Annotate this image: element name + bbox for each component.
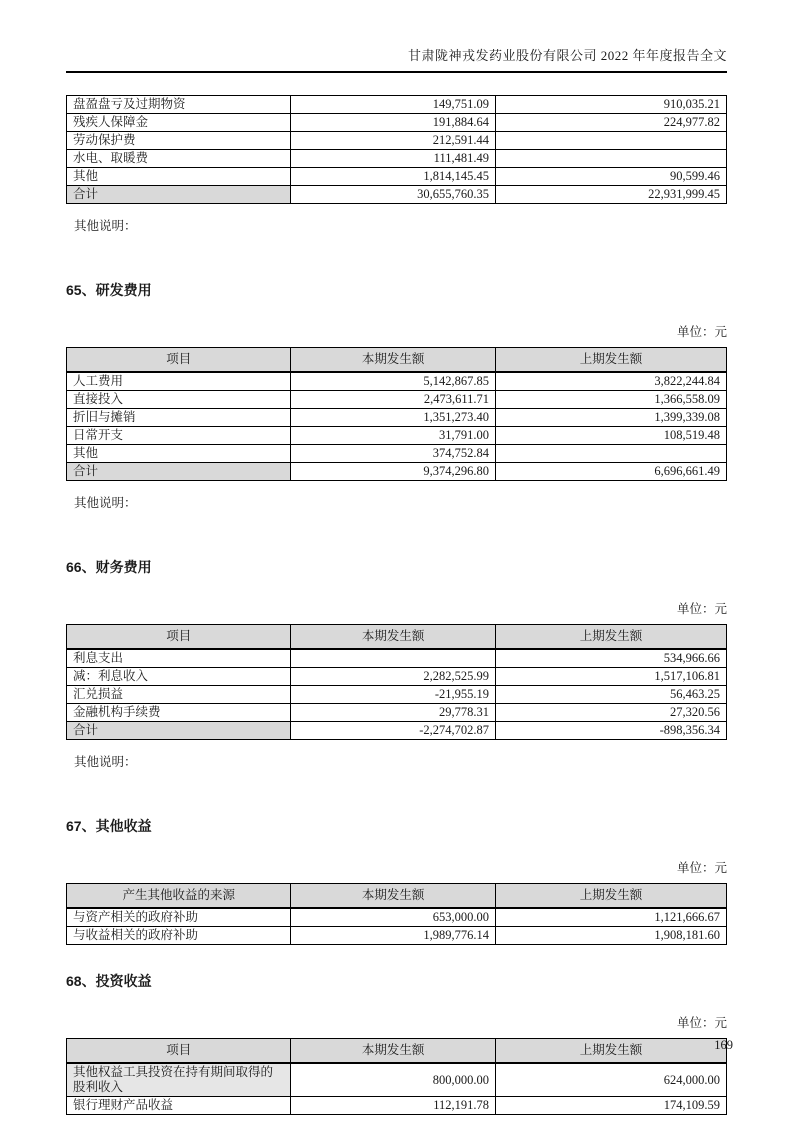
prior-amount: 534,966.66 (495, 649, 726, 668)
table-row (67, 427, 727, 445)
table-row (67, 409, 727, 427)
row-label: 金融机构手续费 (67, 704, 291, 722)
row-label: 汇兑损益 (67, 686, 291, 704)
table-row (67, 132, 727, 150)
col-header-prior: 上期发生额 (495, 884, 726, 909)
col-header-current: 本期发生额 (291, 1039, 496, 1064)
unit-label: 单位：元 (676, 602, 727, 616)
header-row (67, 1039, 727, 1064)
row-label: 利息支出 (67, 649, 291, 668)
unit-label: 单位：元 (676, 861, 727, 875)
row-label: 劳动保护费 (67, 132, 291, 150)
row-label: 直接投入 (67, 391, 291, 409)
table-row (67, 704, 727, 722)
table-row (67, 1097, 727, 1115)
prior-amount: 1,121,666.67 (495, 908, 726, 927)
col-header-item: 项目 (67, 625, 291, 650)
prior-amount: 174,109.59 (495, 1097, 726, 1115)
total-row (67, 186, 727, 204)
current-amount: 29,778.31 (291, 704, 496, 722)
row-label: 与资产相关的政府补助 (67, 908, 291, 927)
prior-amount: 3,822,244.84 (495, 372, 726, 391)
prior-amount: 22,931,999.45 (495, 186, 726, 204)
prior-amount: 1,908,181.60 (495, 927, 726, 945)
rd-expense-table (66, 347, 727, 481)
header-row (67, 625, 727, 650)
prior-amount (495, 132, 726, 150)
row-label: 减：利息收入 (67, 668, 291, 686)
table-row (67, 445, 727, 463)
section-68-title: 68、投资收益 (66, 973, 152, 989)
total-row (67, 722, 727, 740)
other-note: 其他说明： (74, 496, 137, 510)
prior-amount (495, 445, 726, 463)
prior-amount: 108,519.48 (495, 427, 726, 445)
prior-amount: 1,366,558.09 (495, 391, 726, 409)
current-amount: 2,282,525.99 (291, 668, 496, 686)
col-header-current: 本期发生额 (291, 348, 496, 373)
col-header-current: 本期发生额 (291, 884, 496, 909)
current-amount: -21,955.19 (291, 686, 496, 704)
other-income-table (66, 883, 727, 945)
prior-amount: 6,696,661.49 (495, 463, 726, 481)
header-row (67, 884, 727, 909)
table-row (67, 168, 727, 186)
section-67-title: 67、其他收益 (66, 818, 152, 834)
col-header-prior: 上期发生额 (495, 348, 726, 373)
row-label: 日常开支 (67, 427, 291, 445)
table-row (67, 668, 727, 686)
current-amount: 653,000.00 (291, 908, 496, 927)
total-label: 合计 (67, 722, 291, 740)
current-amount: 9,374,296.80 (291, 463, 496, 481)
finance-expense-table (66, 624, 727, 740)
table-row (67, 150, 727, 168)
prior-amount: 624,000.00 (495, 1063, 726, 1097)
unit-label: 单位：元 (676, 325, 727, 339)
total-row (67, 463, 727, 481)
col-header-item: 项目 (67, 348, 291, 373)
row-label: 人工费用 (67, 372, 291, 391)
row-label: 盘盈盘亏及过期物资 (67, 96, 291, 114)
prior-amount: 1,517,106.81 (495, 668, 726, 686)
current-amount: 374,752.84 (291, 445, 496, 463)
prior-amount: 224,977.82 (495, 114, 726, 132)
total-label: 合计 (67, 186, 291, 204)
row-label: 水电、取暖费 (67, 150, 291, 168)
table-row (67, 927, 727, 945)
prior-amount: 27,320.56 (495, 704, 726, 722)
row-label: 其他 (67, 445, 291, 463)
section-66-title: 66、财务费用 (66, 559, 152, 575)
table-row (67, 391, 727, 409)
row-label: 残疾人保障金 (67, 114, 291, 132)
current-amount: 112,191.78 (291, 1097, 496, 1115)
row-label: 与收益相关的政府补助 (67, 927, 291, 945)
col-header-source: 产生其他收益的来源 (67, 884, 291, 909)
other-note: 其他说明： (74, 219, 137, 233)
current-amount: 111,481.49 (291, 150, 496, 168)
unit-label: 单位：元 (676, 1016, 727, 1030)
current-amount: 149,751.09 (291, 96, 496, 114)
table-row (67, 1063, 727, 1097)
table-row (67, 372, 727, 391)
current-amount: 30,655,760.35 (291, 186, 496, 204)
current-amount: -2,274,702.87 (291, 722, 496, 740)
row-label: 折旧与摊销 (67, 409, 291, 427)
table-row (67, 96, 727, 114)
other-note: 其他说明： (74, 755, 137, 769)
table-row (67, 114, 727, 132)
row-label: 其他权益工具投资在持有期间取得的股利收入 (67, 1063, 291, 1097)
current-amount: 1,351,273.40 (291, 409, 496, 427)
header-row (67, 348, 727, 373)
current-amount (291, 649, 496, 668)
prior-amount: 1,399,339.08 (495, 409, 726, 427)
total-label: 合计 (67, 463, 291, 481)
document-header-title: 甘肃陇神戎发药业股份有限公司 2022 年年度报告全文 (66, 0, 727, 73)
expenses-continuation-table (66, 95, 727, 204)
current-amount: 800,000.00 (291, 1063, 496, 1097)
col-header-item: 项目 (67, 1039, 291, 1064)
table-row (67, 649, 727, 668)
page-number: 169 (714, 1038, 733, 1052)
current-amount: 212,591.44 (291, 132, 496, 150)
prior-amount: 56,463.25 (495, 686, 726, 704)
table-row (67, 686, 727, 704)
row-label: 其他 (67, 168, 291, 186)
current-amount: 191,884.64 (291, 114, 496, 132)
current-amount: 1,989,776.14 (291, 927, 496, 945)
current-amount: 31,791.00 (291, 427, 496, 445)
page-content (66, 0, 727, 1115)
table-row (67, 908, 727, 927)
prior-amount: 90,599.46 (495, 168, 726, 186)
current-amount: 2,473,611.71 (291, 391, 496, 409)
current-amount: 1,814,145.45 (291, 168, 496, 186)
col-header-prior: 上期发生额 (495, 625, 726, 650)
investment-income-table (66, 1038, 727, 1115)
col-header-current: 本期发生额 (291, 625, 496, 650)
prior-amount: -898,356.34 (495, 722, 726, 740)
prior-amount: 910,035.21 (495, 96, 726, 114)
col-header-prior: 上期发生额 (495, 1039, 726, 1064)
section-65-title: 65、研发费用 (66, 282, 152, 298)
current-amount: 5,142,867.85 (291, 372, 496, 391)
row-label: 银行理财产品收益 (67, 1097, 291, 1115)
prior-amount (495, 150, 726, 168)
